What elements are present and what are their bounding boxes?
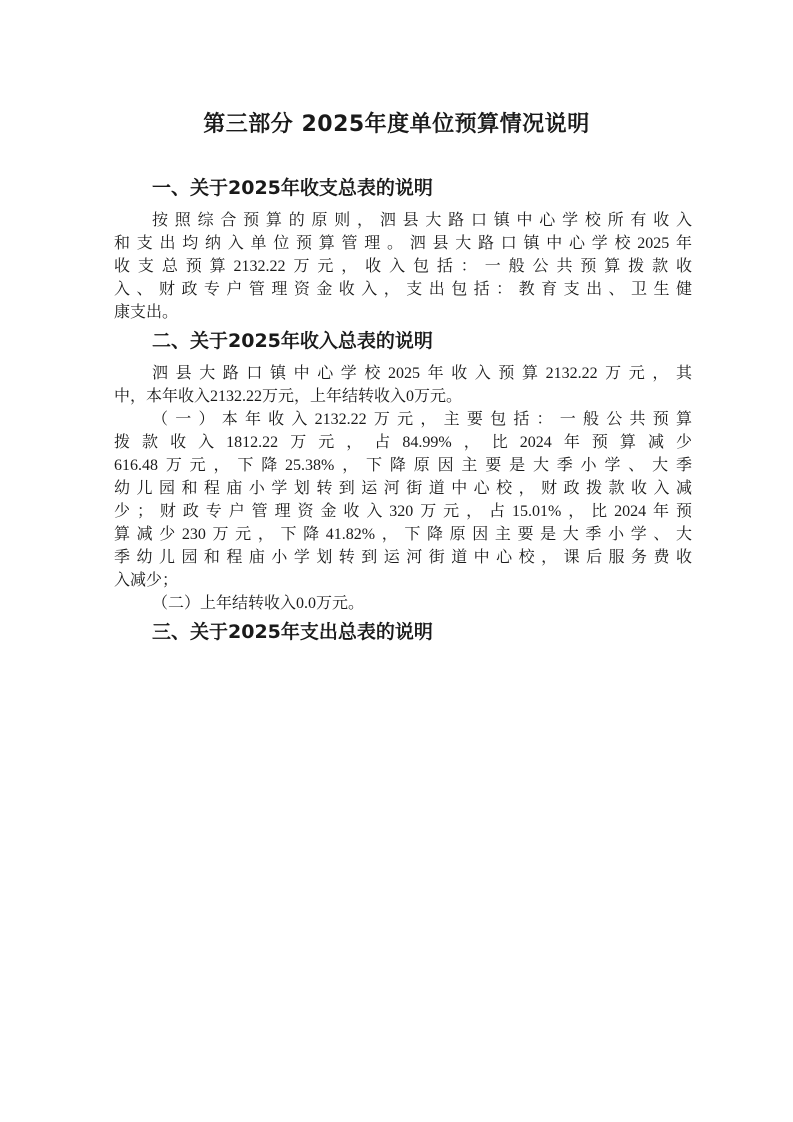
page-title: 第三部分 2025年度单位预算情况说明 (203, 112, 590, 137)
paragraph-line: 算减少230万元，下降41.82%，下降原因主要是大季小学、大 (114, 526, 692, 543)
section-heading: 三、关于2025年支出总表的说明 (152, 621, 433, 643)
section-heading: 二、关于2025年收入总表的说明 (152, 330, 433, 352)
paragraph (114, 360, 692, 406)
paragraph-line: 拨款收入1812.22万元，占84.99%，比2024年预算减少 (114, 434, 692, 451)
section-heading: 一、关于2025年收支总表的说明 (152, 177, 433, 199)
section-revenue-expenditure-summary (114, 169, 692, 322)
paragraph-line: 康支出。 (114, 304, 179, 321)
paragraph-line: 季幼儿园和程庙小学划转到运河街道中心校，课后服务费收 (114, 549, 692, 566)
paragraph-line: （二）上年结转收入0.0万元。 (152, 595, 365, 612)
paragraph-line: 按照综合预算的原则，泗县大路口镇中心学校所有收入 (152, 212, 692, 229)
paragraph-line: 616.48万元，下降25.38%，下降原因主要是大季小学、大季 (114, 457, 692, 474)
section-revenue-summary (114, 322, 692, 613)
paragraph (114, 207, 692, 322)
paragraph (114, 590, 692, 613)
paragraph-line: 收支总预算2132.22万元，收入包括：一般公共预算拨款收 (114, 258, 692, 275)
paragraph-line: 幼儿园和程庙小学划转到运河街道中心校，财政拨款收入减 (114, 480, 692, 497)
paragraph-line: （一）本年收入2132.22万元，主要包括：一般公共预算 (152, 411, 692, 428)
document-body (114, 169, 692, 651)
paragraph-line: 入减少； (114, 572, 179, 589)
paragraph-line: 少；财政专户管理资金收入320万元，占15.01%，比2024年预 (114, 503, 692, 520)
paragraph-line: 和支出均纳入单位预算管理。泗县大路口镇中心学校2025年 (114, 235, 692, 252)
paragraph-line: 中，本年收入2132.22万元，上年结转收入0万元。 (114, 388, 463, 405)
paragraph-line: 泗县大路口镇中心学校2025年收入预算2132.22万元，其 (152, 365, 692, 382)
paragraph (114, 406, 692, 590)
section-expenditure-summary (114, 613, 692, 651)
paragraph-line: 入、财政专户管理资金收入，支出包括：教育支出、卫生健 (114, 281, 692, 298)
